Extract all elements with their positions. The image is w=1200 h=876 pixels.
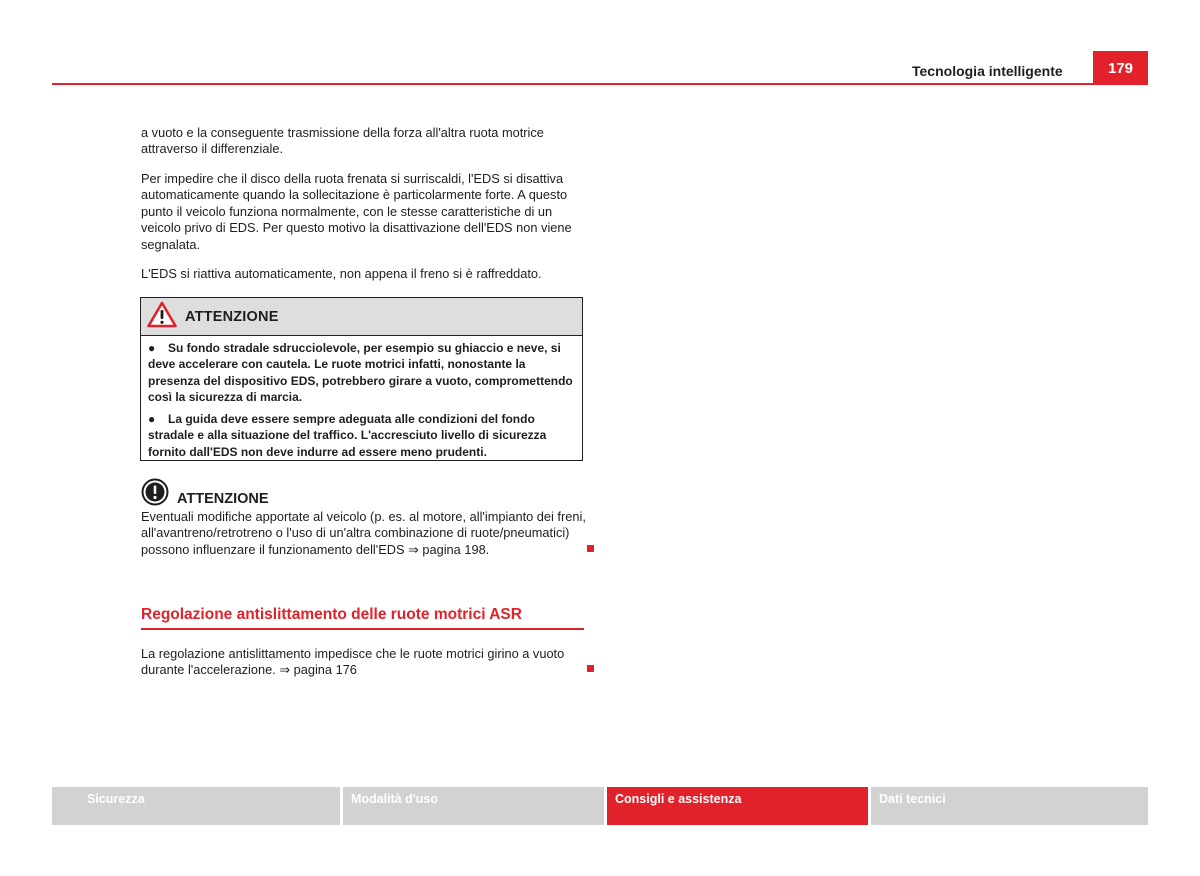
caution-body (141, 509, 589, 558)
warning-item (148, 411, 574, 460)
footer-nav (52, 787, 1148, 825)
warning-box (140, 297, 583, 461)
page-number-badge: 179 (1093, 51, 1148, 85)
paragraph-differential (141, 125, 589, 158)
section-body (141, 646, 589, 679)
section-divider (141, 628, 584, 630)
tab-modalita-uso[interactable]: Modalità d'uso (343, 787, 604, 825)
section-text: La regolazione antislittamento impedisce che le ruote motrici girino a vuoto durante l'accelerazione. ⇒ pagina 176 (141, 646, 565, 678)
warning-body (141, 336, 582, 460)
warning-title: ATTENZIONE (185, 308, 279, 325)
warning-item-text: La guida deve essere sempre adeguata alle condizioni del fondo stradale e alla situazione del traffico. L'accresciuto livello di sicurezza fornito dall'EDS non deve indurre ad essere meno prudenti. (148, 412, 547, 459)
bullet: ● (148, 412, 156, 427)
paragraph-eds-reactivation (141, 266, 589, 282)
paragraph-text: L'EDS si riattiva automaticamente, non appena il freno si è raffreddato. (141, 266, 542, 281)
header-divider (52, 83, 1148, 85)
caution-text: Eventuali modifiche apportate al veicolo (p. es. al motore, all'impianto dei freni, all'avantreno/retrotreno o l'uso di un'altra combinazione di ruote/pneumatici) possono influenzare il funzionamento dell'EDS ⇒ pagina 198. (141, 509, 586, 557)
paragraph-text: Per impedire che il disco della ruota frenata si surriscaldi, l'EDS si disattiva automaticamente quando la sollecitazione è particolarmente forte. A questo punto il veicolo funziona normalmente, con le stesse caratteristiche di un veicolo privo di EDS. Per questo motivo la disattivazione dell'EDS non viene segnalata. (141, 171, 572, 252)
tab-sicurezza[interactable]: Sicurezza (52, 787, 340, 825)
warning-triangle-icon (147, 301, 177, 333)
paragraph-text: a vuoto e la conseguente trasmissione della forza all'altra ruota motrice attraverso il differenziale. (141, 125, 544, 157)
section-heading: Regolazione antislittamento delle ruote motrici ASR (141, 606, 522, 623)
chapter-title: Tecnologia intelligente (912, 63, 1063, 79)
paragraph-eds-deactivation (141, 171, 589, 253)
tab-dati-tecnici[interactable]: Dati tecnici (871, 787, 1148, 825)
end-of-section-marker (587, 665, 594, 672)
end-of-section-marker (587, 545, 594, 552)
caution-title: ATTENZIONE (177, 490, 269, 507)
warning-header (141, 298, 582, 336)
bullet: ● (148, 341, 156, 355)
warning-item-text: Su fondo stradale sdrucciolevole, per esempio su ghiaccio e neve, si deve accelerare con cautela. Le ruote motrici infatti, nonostante la presenza del dispositivo EDS, potrebbero girare a vuoto, compromettendo così la sicurezza di marcia. (148, 341, 573, 404)
caution-header (141, 478, 269, 511)
warning-item (148, 340, 574, 405)
tab-consigli-assistenza[interactable]: Consigli e assistenza (607, 787, 868, 825)
exclamation-circle-icon (141, 478, 169, 511)
